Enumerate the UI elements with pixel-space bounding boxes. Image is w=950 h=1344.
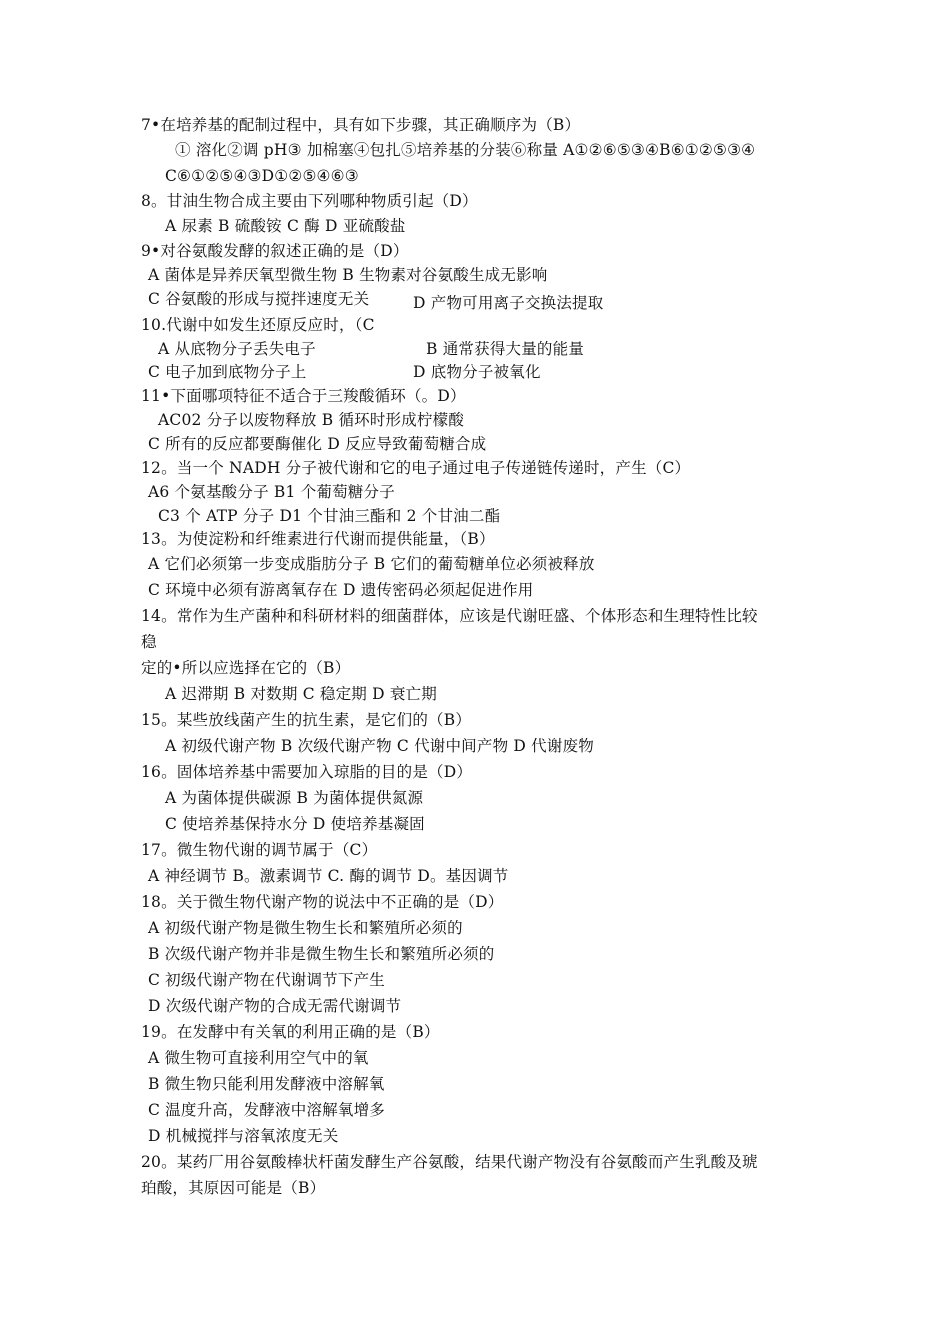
- question-11-options-ab: AC02 分子以废物释放 B 循环时形成柠檬酸: [158, 411, 465, 429]
- question-20-stem-line-1: 20。某药厂用谷氨酸棒状杆菌发酵生产谷氨酸，结果代谢产物没有谷氨酸而产生乳酸及琥: [141, 1153, 758, 1171]
- question-18-stem: 18。关于微生物代谢产物的说法中不正确的是（D）: [141, 893, 504, 911]
- question-14-stem-line-2: 稳: [141, 633, 157, 651]
- question-9-options-ab: A 菌体是异养厌氧型微生物 B 生物素对谷氨酸生成无影响: [148, 266, 548, 284]
- question-19-option-a: A 微生物可直接利用空气中的氧: [148, 1049, 369, 1067]
- question-18-option-a: A 初级代谢产物是微生物生长和繁殖所必须的: [148, 919, 463, 937]
- question-11-options-cd: C 所有的反应都要酶催化 D 反应导致葡萄糖合成: [148, 435, 487, 453]
- question-16-options-cd: C 使培养基保持水分 D 使培养基凝固: [165, 815, 425, 833]
- question-10-option-d: D 底物分子被氧化: [413, 363, 541, 381]
- question-9-option-d: D 产物可用离子交换法提取: [413, 294, 604, 312]
- question-13-options-cd: C 环境中必须有游离氧存在 D 遗传密码必须起促进作用: [148, 581, 534, 599]
- question-12-options-ab: A6 个氨基酸分子 B1 个葡萄糖分子: [148, 483, 395, 501]
- question-19-option-d: D 机械搅拌与溶氧浓度无关: [148, 1127, 339, 1145]
- question-9-option-c: C 谷氨酸的形成与搅拌速度无关: [148, 290, 370, 308]
- question-15-options: A 初级代谢产物 B 次级代谢产物 C 代谢中间产物 D 代谢废物: [165, 737, 594, 755]
- question-13-stem: 13。为使淀粉和纤维素进行代谢而提供能量，（B）: [141, 530, 495, 548]
- question-14-options: A 迟滞期 B 对数期 C 稳定期 D 衰亡期: [165, 685, 437, 703]
- question-14-stem-line-1: 14。常作为生产菌种和科研材料的细菌群体，应该是代谢旺盛、个体形态和生理特性比较: [141, 607, 758, 625]
- question-12-stem: 12。当一个 NADH 分子被代谢和它的电子通过电子传递链传递时，产生（C）: [141, 459, 691, 477]
- question-18-option-c: C 初级代谢产物在代谢调节下产生: [148, 971, 385, 989]
- question-18-option-d: D 次级代谢产物的合成无需代谢调节: [148, 997, 402, 1015]
- question-19-option-c: C 温度升高，发酵液中溶解氧增多: [148, 1101, 385, 1119]
- question-13-options-ab: A 它们必须第一步变成脂肪分子 B 它们的葡萄糖单位必须被释放: [148, 555, 595, 573]
- question-10-option-c: C 电子加到底物分子上: [148, 363, 307, 381]
- question-10-option-b: B 通常获得大量的能量: [426, 340, 585, 358]
- question-7-options: C⑥①②⑤④③D①②⑤④⑥③: [165, 167, 359, 185]
- question-10-stem: 10.代谢中如发生还原反应时，（C: [141, 316, 375, 334]
- question-20-stem-line-2: 珀酸，其原因可能是（B）: [141, 1179, 326, 1197]
- question-14-stem-line-3: 定的•所以应选择在它的（B）: [141, 659, 351, 677]
- question-12-options-cd: C3 个 ATP 分子 D1 个甘油三酯和 2 个甘油二酯: [158, 507, 501, 525]
- question-7-stem: 7•在培养基的配制过程中，具有如下步骤，其正确顺序为（B）: [141, 116, 581, 134]
- question-19-option-b: B 微生物只能利用发酵液中溶解氧: [148, 1075, 385, 1093]
- question-16-stem: 16。固体培养基中需要加入琼脂的目的是（D）: [141, 763, 473, 781]
- question-8-stem: 8。甘油生物合成主要由下列哪种物质引起（D）: [141, 192, 478, 210]
- question-15-stem: 15。某些放线菌产生的抗生素，是它们的（B）: [141, 711, 472, 729]
- question-17-stem: 17。微生物代谢的调节属于（C）: [141, 841, 378, 859]
- question-19-stem: 19。在发酵中有关氧的利用正确的是（B）: [141, 1023, 440, 1041]
- question-11-stem: 11•下面哪项特征不适合于三羧酸循环（。D）: [141, 387, 466, 405]
- question-16-options-ab: A 为菌体提供碳源 B 为菌体提供氮源: [165, 789, 424, 807]
- question-7-steps: ① 溶化②调 pH③ 加棉塞④包扎⑤培养基的分装⑥称量 A①②⑥⑤③④B⑥①②⑤③④: [175, 141, 756, 159]
- question-8-options: A 尿素 B 硫酸铵 C 酶 D 亚硫酸盐: [165, 217, 406, 235]
- question-17-options: A 神经调节 B。激素调节 C. 酶的调节 D。基因调节: [148, 867, 509, 885]
- question-10-option-a: A 从底物分子丢失电子: [158, 340, 316, 358]
- question-9-stem: 9•对谷氨酸发酵的叙述正确的是（D）: [141, 242, 409, 260]
- question-18-option-b: B 次级代谢产物并非是微生物生长和繁殖所必须的: [148, 945, 495, 963]
